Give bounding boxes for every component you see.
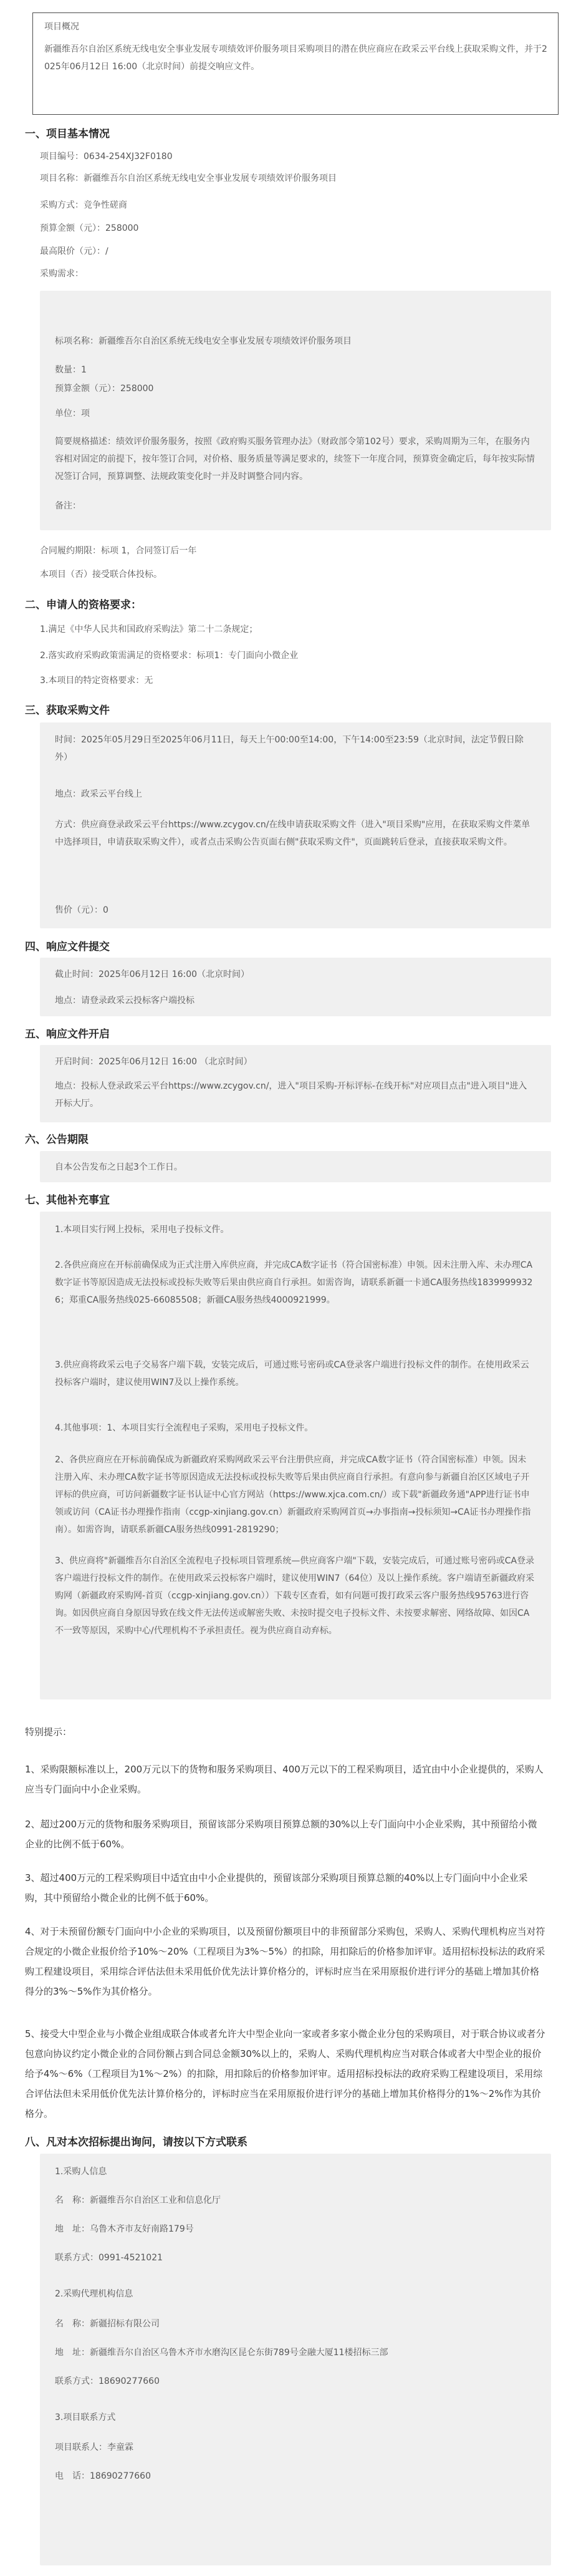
supplementary-3: 3.供应商将政采云电子交易客户端下载，安装完成后，可通过账号密码或CA登录客户端进行投标文件的制作。在使用政采云投标客户端时，建议使用WIN7及以上操作系统。 bbox=[55, 1360, 529, 1388]
summary-text: 新疆维吾尔自治区系统无线电安全事业发展专项绩效评价服务项目采购项目的潜在供应商应在政采云平台线上获取采购文件，并于2025年06月12日 16:00（北京时间）前提交响应文件。 bbox=[44, 44, 547, 72]
project-no: 项目编号：0634-254XJ32F0180 bbox=[40, 152, 173, 162]
supplementary-5: 2、各供应商应在开标前确保成为新疆政府采购网政采云平台注册供应商，并完成CA数字证书（符合国密标准）申领。因未注册入库、未办理CA数字证书等原因造成无法投标或投标失败等后果由供应商自行承担。有意向参与新疆自治区区域电子开评标的供应商，可访问新疆数字证书认证中心官方网站（https://www.xjca.com.cn/）或下载"新疆政务通"APP进行证书申领或访问（CA证书办理操作指南（ccgp-xinjiang.gov.cn）新疆政府采购网首页→办事指南→投标须知→CA证书办理操作指南）。如需咨询，请联系新疆CA服务热线0991-2819290； bbox=[55, 1455, 531, 1535]
section1-title: 一、项目基本情况 bbox=[25, 128, 110, 140]
buyer-address: 地 址：乌鲁木齐市友好南路179号 bbox=[55, 2224, 194, 2234]
lot-notes: 备注： bbox=[55, 501, 81, 511]
requirements-label: 采购需求： bbox=[40, 269, 84, 279]
agent-phone: 联系方式：18690277660 bbox=[55, 2376, 160, 2386]
section3-title: 三、获取采购文件 bbox=[25, 704, 110, 717]
section8-title: 八、凡对本次招标提出询问，请按以下方式联系 bbox=[25, 2136, 247, 2149]
summary-box bbox=[32, 12, 559, 115]
notice-heading: 特别提示： bbox=[25, 1726, 72, 1738]
submission-box bbox=[40, 958, 551, 1016]
section6-title: 六、公告期限 bbox=[25, 1134, 89, 1146]
acquisition-method: 方式：供应商登录政采云平台https://www.zcygov.cn/在线申请获取采购文件（进入"项目采购"应用，在获取采购文件菜单中选择项目，申请获取采购文件），或者点击采购公告页面右侧"获取采购文件"，页面跳转后登录，直接获取采购文件。 bbox=[55, 820, 530, 847]
acquisition-time: 时间：2025年05月29日至2025年06月11日，每天上午00:00至14:00，下午14:00至23:59（北京时间，法定节假日除外） bbox=[55, 735, 524, 762]
qualification-2: 2.落实政府采购政策需满足的资格要求：标项1：专门面向小微企业 bbox=[40, 651, 299, 661]
section4-title: 四、响应文件提交 bbox=[25, 941, 110, 953]
notice-1: 1、采购限额标准以上，200万元以下的货物和服务采购项目、400万元以下的工程采购项目，适宜由中小企业提供的，采购人应当专门面向中小企业采购。 bbox=[25, 1764, 544, 1795]
project-name: 项目名称：新疆维吾尔自治区系统无线电安全事业发展专项绩效评价服务项目 bbox=[40, 173, 337, 183]
acquisition-box bbox=[40, 722, 551, 928]
lot-brief: 简要规格描述：绩效评价服务服务，按照《政府购买服务管理办法》（财政部令第102号）要求，采购周期为三年，在服务内容相对固定的前提下，按年签订合同，对价格、服务质量等满足要求的，续签下一年度合同，预算资金确定后，每年按实际情况签订合同，预算调整、法规政策变化时一并及时调整合同内容。 bbox=[55, 437, 535, 482]
qualification-1: 1.满足《中华人民共和国政府采购法》第二十二条规定； bbox=[40, 625, 258, 634]
supplementary-2: 2.各供应商应在开标前确保成为正式注册入库供应商，并完成CA数字证书（符合国密标准）申领。因未注册入库、未办理CA数字证书等原因造成无法投标或投标失败等后果由供应商自行承担。如需咨询，请联系新疆一卡通CA服务热线18399999326；郑重CA服务热线025-66085508；新疆CA服务热线4000921999。 bbox=[55, 1260, 533, 1305]
notice-4: 4、对于未预留份额专门面向中小企业的采购项目，以及预留份额项目中的非预留部分采购包，采购人、采购代理机构应当对符合规定的小微企业报价给予10%～20%（工程项目为3%～5%）的扣除，用扣除后的价格参加评审。适用招标投标法的政府采购工程建设项目，采用综合评估法但未采用低价优先法计算价格分的，评标时应当在采用原报价进行评分的基础上增加其价格得分的3%～5%作为其价格分。 bbox=[25, 1926, 545, 1997]
supplementary-6: 3、供应商将"新疆维吾尔自治区全流程电子投标项目管理系统—供应商客户端"下载，安装完成后，可通过账号密码或CA登录客户端进行投标文件的制作。在使用政采云投标客户端时，建议使用WIN7（64位）及以上操作系统。客户端请至新疆政府采购网（新疆政府采购网-首页（ccgp-xinjiang.gov.cn））下载专区查看，如有问题可拨打政采云客户服务热线95763进行咨询。如因供应商自身原因导致在线文件无法传送或解密失败、未按时提交电子投标文件、未按要求解密、网络故障、如因CA不一致等原因，采购中心/代理机构不予承担责任。视为供应商自动弃标。 bbox=[55, 1556, 535, 1636]
supplementary-1: 1.本项目实行网上投标，采用电子投标文件。 bbox=[55, 1225, 229, 1235]
supplementary-box bbox=[40, 1212, 551, 1699]
buyer-heading: 1.采购人信息 bbox=[55, 2167, 107, 2177]
qualification-3: 3.本项目的特定资格要求：无 bbox=[40, 676, 153, 686]
lot-budget: 预算金额（元）：258000 bbox=[55, 384, 154, 394]
procurement-method: 采购方式：竞争性磋商 bbox=[40, 200, 127, 210]
buyer-phone: 联系方式：0991-4521021 bbox=[55, 2253, 163, 2263]
section7-title: 七、其他补充事宜 bbox=[25, 1194, 110, 1207]
document-price: 售价（元）：0 bbox=[55, 905, 108, 915]
submission-deadline: 截止时间：2025年06月12日 16:00（北京时间） bbox=[55, 970, 250, 979]
project-contact-phone: 电 话：18690277660 bbox=[55, 2471, 151, 2481]
contract-period: 合同履约期限：标项 1，合同签订后一年 bbox=[40, 546, 197, 556]
notice-3: 3、超过400万元的工程采购项目中适宜由中小企业提供的，预留该部分采购项目预算总额的40%以上专门面向中小企业采购，其中预留给小微企业的比例不低于60%。 bbox=[25, 1872, 528, 1903]
opening-time: 开启时间：2025年06月12日 16:00 （北京时间） bbox=[55, 1057, 252, 1067]
opening-box bbox=[40, 1045, 551, 1122]
project-contact-person: 项目联系人：李童霖 bbox=[55, 2442, 133, 2452]
contact-box bbox=[40, 2154, 551, 2565]
consortium-note: 本项目（否）接受联合体投标。 bbox=[40, 570, 162, 580]
agent-name: 名 称：新疆招标有限公司 bbox=[55, 2319, 160, 2329]
lot-name: 标项名称：新疆维吾尔自治区系统无线电安全事业发展专项绩效评价服务项目 bbox=[55, 336, 352, 346]
budget: 预算金额（元）：258000 bbox=[40, 223, 139, 233]
max-price: 最高限价（元）：/ bbox=[40, 246, 108, 256]
notice-5: 5、接受大中型企业与小微企业组成联合体或者允许大中型企业向一家或者多家小微企业分包的采购项目，对于联合协议或者分包意向协议约定小微企业的合同份额占到合同总金额30%以上的，采购人、采购代理机构应当对联合体或者大中型企业的报价给予4%～6%（工程项目为1%～2%）的扣除，用扣除后的价格参加评审。适用招标投标法的政府采购工程建设项目，采用综合评估法但未采用低价优先法计算价格分的，评标时应当在采用原报价进行评分的基础上增加其价格得分的1%～2%作为其价格分。 bbox=[25, 2028, 545, 2119]
agent-address: 地 址：新疆维吾尔自治区乌鲁木齐市水磨沟区昆仑东街789号金融大厦11楼招标三部 bbox=[55, 2348, 388, 2358]
lot-details-box bbox=[40, 291, 551, 530]
period-box bbox=[40, 1151, 551, 1182]
supplementary-4: 4.其他事项：1、本项目实行全流程电子采购，采用电子投标文件。 bbox=[55, 1423, 314, 1433]
agent-heading: 2.采购代理机构信息 bbox=[55, 2289, 133, 2299]
opening-place: 地点：投标人登录政采云平台https://www.zcygov.cn/，进入"项目采购-开标评标-在线开标"对应项目点击"进入项目"进入开标大厅。 bbox=[55, 1081, 527, 1109]
lot-unit: 单位：项 bbox=[55, 409, 90, 419]
notice-2: 2、超过200万元的货物和服务采购项目，预留该部分采购项目预算总额的30%以上专门面向中小企业采购，其中预留给小微企业的比例不低于60%。 bbox=[25, 1819, 537, 1850]
submission-place: 地点：请登录政采云投标客户端投标 bbox=[55, 996, 194, 1006]
section5-title: 五、响应文件开启 bbox=[25, 1028, 110, 1041]
period-text: 自本公告发布之日起3个工作日。 bbox=[55, 1162, 183, 1172]
buyer-name: 名 称：新疆维吾尔自治区工业和信息化厅 bbox=[55, 2195, 221, 2205]
section2-title: 二、申请人的资格要求： bbox=[25, 599, 142, 611]
summary-label: 项目概况 bbox=[44, 22, 79, 32]
project-contact-heading: 3.项目联系方式 bbox=[55, 2413, 116, 2423]
acquisition-place: 地点：政采云平台线上 bbox=[55, 789, 142, 799]
lot-quantity: 数量：1 bbox=[55, 365, 87, 375]
